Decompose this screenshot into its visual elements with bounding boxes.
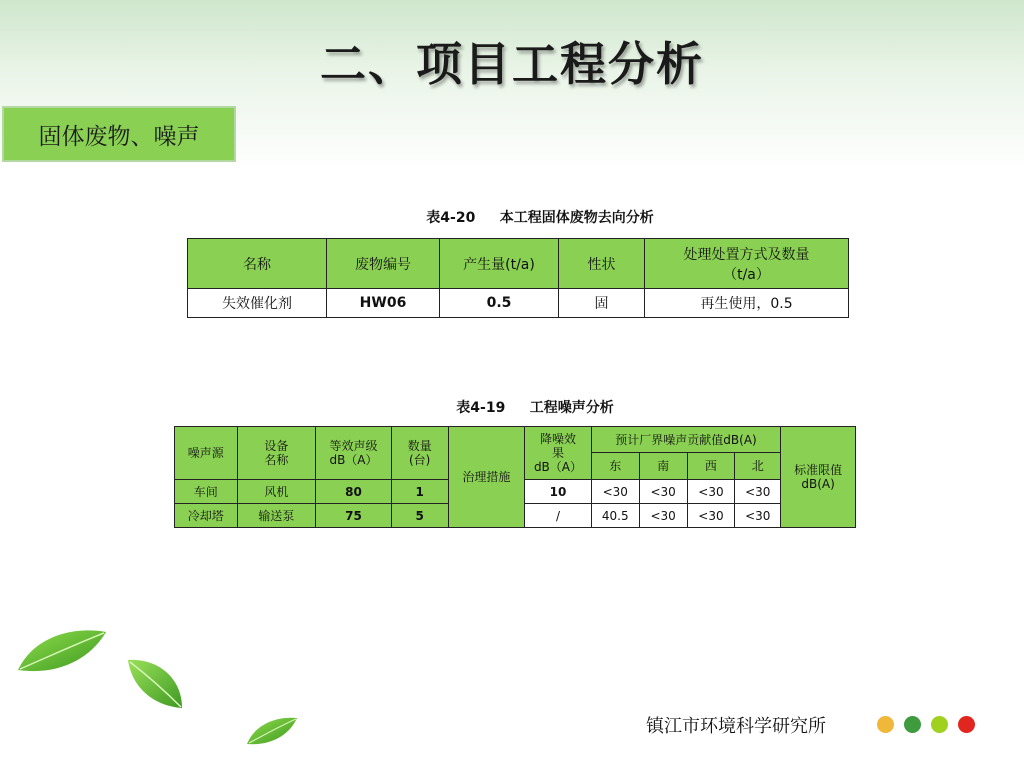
organization-name: 镇江市环境科学研究所 — [646, 716, 826, 737]
table-cell: <30 — [639, 504, 687, 528]
header-cell: 治理措施 — [448, 427, 525, 528]
table-cell: <30 — [639, 480, 687, 504]
header-cell — [525, 427, 592, 480]
table-cell: 输送泵 — [237, 504, 316, 528]
header-line: 等效声级 — [329, 439, 378, 453]
header-cell: 南 — [639, 453, 687, 480]
leaf-icon — [14, 626, 110, 678]
header-cell: 性状 — [559, 239, 645, 289]
header-cell: 名称 — [188, 239, 327, 289]
table-cell: / — [525, 504, 592, 528]
table-cell: 冷却塔 — [175, 504, 238, 528]
header-line: （t/a） — [723, 266, 770, 283]
leaf-icon — [244, 714, 300, 748]
table-cell: 失效催化剂 — [188, 289, 327, 318]
header-line: dB（A） — [533, 460, 582, 474]
header-line: dB(A) — [801, 477, 835, 491]
table-header-row — [188, 239, 849, 289]
table-cell: 10 — [525, 480, 592, 504]
table-cell: 0.5 — [440, 289, 559, 318]
table-cell: <30 — [735, 504, 781, 528]
table1-caption: 表4-20 本工程固体废物去向分析 — [426, 210, 654, 226]
header-line: 处理处置方式及数量 — [683, 246, 810, 263]
table-row — [188, 289, 849, 318]
header-cell: 北 — [735, 453, 781, 480]
slide-title: 二、项目工程分析 — [320, 37, 704, 91]
table-cell: 1 — [391, 480, 448, 504]
table-cell: 固 — [559, 289, 645, 318]
section-label: 固体废物、噪声 — [2, 106, 236, 162]
header-cell: 预计厂界噪声贡献值dB(A) — [591, 427, 780, 453]
header-cell — [316, 427, 392, 480]
table-cell: 车间 — [175, 480, 238, 504]
table-cell: 75 — [316, 504, 392, 528]
table-cell: 80 — [316, 480, 392, 504]
header-cell: 东 — [591, 453, 639, 480]
header-cell: 产生量(t/a) — [440, 239, 559, 289]
table-cell: 再生使用，0.5 — [645, 289, 849, 318]
noise-table — [174, 426, 856, 528]
table2-caption: 表4-19 工程噪声分析 — [456, 400, 614, 416]
header-line: 名称 — [264, 453, 289, 467]
header-line: (台) — [409, 453, 431, 467]
dot-icon — [877, 716, 894, 733]
header-line: 数量 — [407, 439, 432, 453]
header-line: 标准限值 — [794, 463, 843, 477]
header-line: dB（A） — [329, 453, 378, 467]
header-cell: 废物编号 — [327, 239, 440, 289]
table-cell: 5 — [391, 504, 448, 528]
header-cell — [781, 427, 856, 528]
header-cell: 西 — [687, 453, 735, 480]
header-cell — [391, 427, 448, 480]
table-cell: <30 — [591, 480, 639, 504]
dot-icon — [958, 716, 975, 733]
table-cell: <30 — [735, 480, 781, 504]
dot-icon — [904, 716, 921, 733]
header-cell — [645, 239, 849, 289]
table-cell: <30 — [687, 480, 735, 504]
table-cell: 40.5 — [591, 504, 639, 528]
header-cell — [237, 427, 316, 480]
header-line: 设备 — [264, 439, 289, 453]
dot-icon — [931, 716, 948, 733]
header-line: 果 — [551, 446, 564, 460]
leaf-icon — [124, 656, 186, 712]
table-header-row — [175, 427, 856, 453]
solid-waste-table — [187, 238, 849, 318]
header-line: 降噪效 — [539, 432, 576, 446]
table-cell: HW06 — [327, 289, 440, 318]
table-cell: <30 — [687, 504, 735, 528]
table-cell: 风机 — [237, 480, 316, 504]
header-cell: 噪声源 — [175, 427, 238, 480]
